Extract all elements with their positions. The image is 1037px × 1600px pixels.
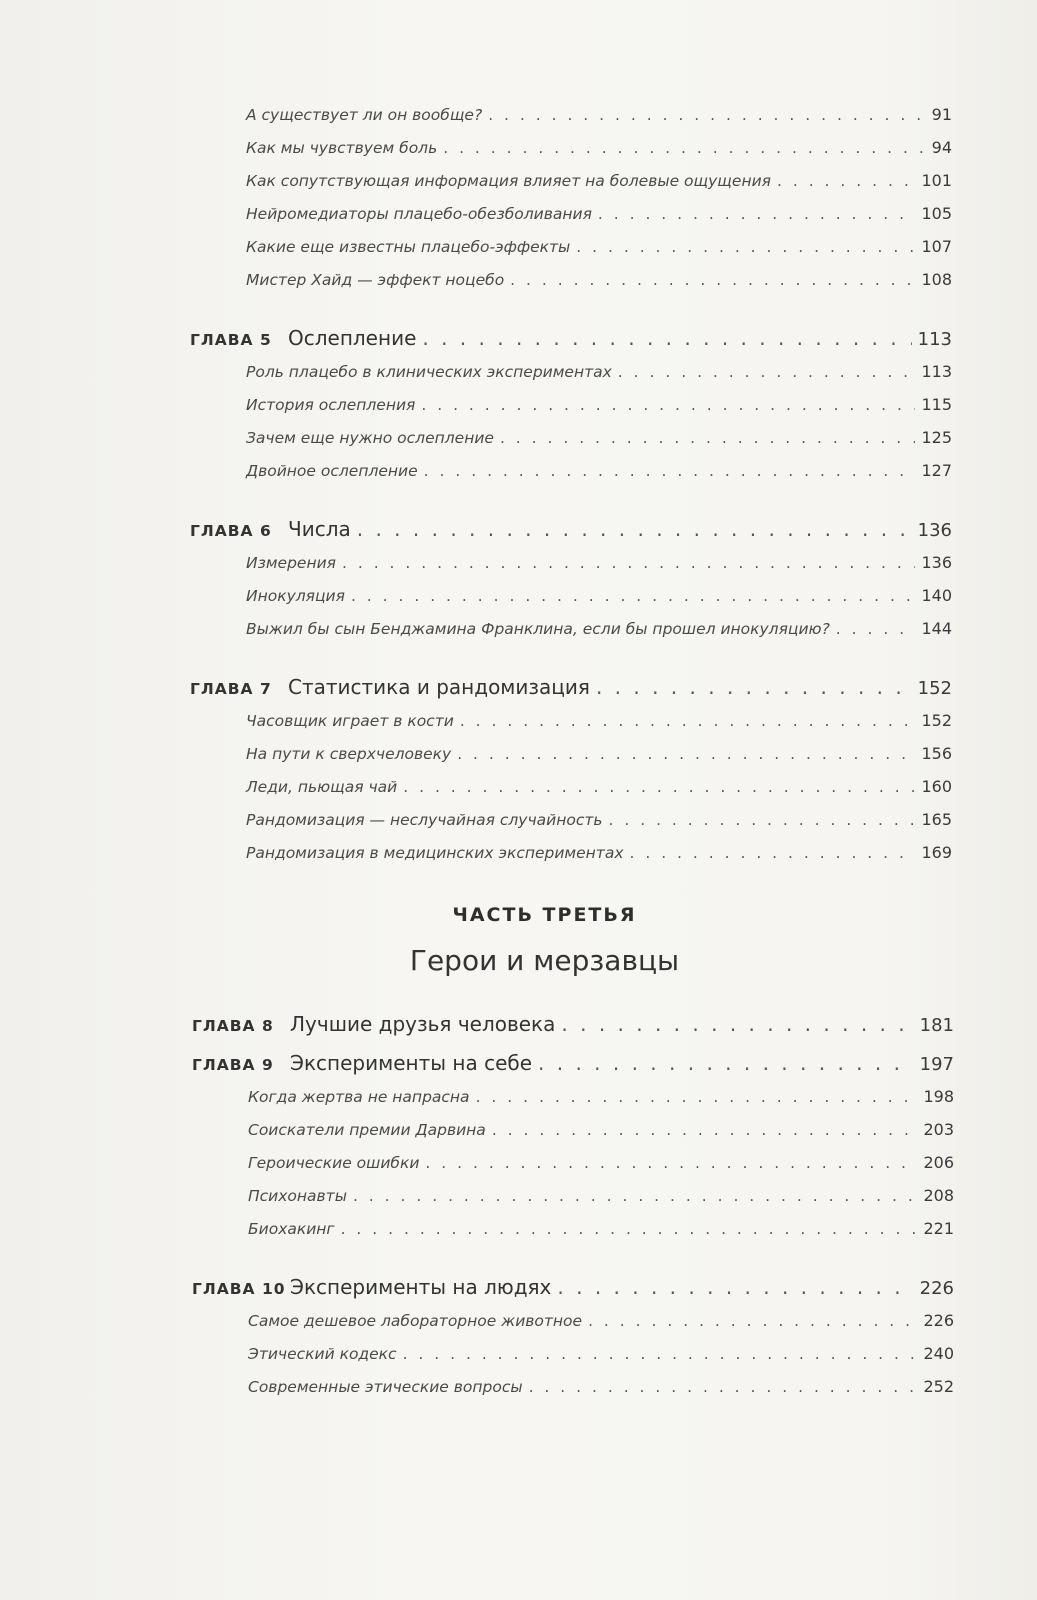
- part-label: ЧАСТЬ ТРЕТЬЯ: [452, 904, 637, 926]
- dot-leader: [510, 264, 915, 297]
- page-number: 108: [921, 270, 952, 289]
- dot-leader: [403, 1338, 918, 1371]
- page-number: 127: [921, 461, 952, 480]
- dot-leader: [341, 1213, 918, 1246]
- toc-entry-row: [192, 1337, 954, 1370]
- toc-entry-row: [192, 1304, 954, 1337]
- chapter-title: Эксперименты на себе: [290, 1051, 533, 1075]
- page-number: 252: [923, 1377, 954, 1396]
- chapter-title: Числа: [288, 517, 351, 541]
- dot-leader: [492, 1114, 918, 1147]
- page-number: 136: [917, 520, 952, 541]
- entry-title: Как сопутствующая информация влияет на болевые ощущения: [246, 172, 771, 190]
- dot-leader: [609, 804, 916, 837]
- toc-entry-row: [190, 803, 952, 836]
- page-number: 226: [919, 1278, 954, 1299]
- entry-title: Роль плацебо в клинических экспериментах: [246, 363, 612, 381]
- toc-block: [192, 1271, 954, 1403]
- page-number: 203: [923, 1120, 954, 1139]
- page-number: 136: [921, 553, 952, 572]
- page-number: 221: [923, 1219, 954, 1238]
- page-number: 140: [921, 586, 952, 605]
- entry-title: Биохакинг: [248, 1220, 335, 1238]
- dot-leader: [351, 580, 916, 613]
- dot-leader: [421, 389, 915, 422]
- toc-entry-row: [190, 704, 952, 737]
- toc-entry-row: [190, 421, 952, 454]
- chapter-title: Ослепление: [288, 326, 417, 350]
- toc-lower: [192, 1008, 954, 1429]
- page-number: 208: [923, 1186, 954, 1205]
- toc-chapter-row: [190, 671, 952, 704]
- toc-entry-row: [192, 1113, 954, 1146]
- entry-title: Мистер Хайд — эффект ноцебо: [246, 271, 505, 289]
- dot-leader: [424, 455, 916, 488]
- dot-leader: [836, 613, 916, 646]
- chapter-label: ГЛАВА 6: [190, 522, 272, 540]
- chapter-label: ГЛАВА 8: [192, 1017, 274, 1035]
- page-number: 181: [919, 1015, 954, 1036]
- toc-entry-row: [190, 579, 952, 612]
- toc-block: [192, 1047, 954, 1245]
- toc-block: [192, 1008, 954, 1041]
- page-number: 113: [917, 329, 952, 350]
- toc-entry-row: [190, 164, 952, 197]
- toc-entry-row: [192, 1179, 954, 1212]
- toc-entry-row: [192, 1080, 954, 1113]
- page-number: 144: [921, 619, 952, 638]
- chapter-title: Лучшие друзья человека: [290, 1012, 556, 1036]
- chapter-title: Эксперименты на людях: [290, 1275, 552, 1299]
- dot-leader: [460, 705, 916, 738]
- dot-leader: [618, 356, 916, 389]
- toc-entry-row: [190, 612, 952, 645]
- page-number: 169: [921, 843, 952, 862]
- entry-title: Как мы чувствуем боль: [246, 139, 438, 157]
- toc-chapter-row: [190, 322, 952, 355]
- dot-leader: [596, 671, 912, 704]
- entry-title: А существует ли он вообще?: [246, 106, 483, 124]
- dot-leader: [353, 1180, 918, 1213]
- entry-title: Когда жертва не напрасна: [248, 1088, 470, 1106]
- toc-entry-row: [190, 98, 952, 131]
- toc-entry-row: [190, 355, 952, 388]
- entry-title: Какие еще известны плацебо-эффекты: [246, 238, 571, 256]
- entry-title: Выжил бы сын Бенджамина Франклина, если бы прошел инокуляцию?: [246, 620, 830, 638]
- entry-title: Психонавты: [248, 1187, 347, 1205]
- entry-title: На пути к сверхчеловеку: [246, 745, 452, 763]
- dot-leader: [538, 1047, 914, 1080]
- chapter-label: ГЛАВА 9: [192, 1056, 274, 1074]
- page-number: 94: [931, 138, 952, 157]
- entry-title: Нейромедиаторы плацебо-обезболивания: [246, 205, 592, 223]
- dot-leader: [488, 99, 925, 132]
- toc-entry-row: [190, 770, 952, 803]
- chapter-label: ГЛАВА 5: [190, 331, 272, 349]
- page-number: 152: [917, 678, 952, 699]
- toc-chapter-row: [190, 513, 952, 546]
- page-number: 91: [931, 105, 952, 124]
- page-number: 198: [923, 1087, 954, 1106]
- page-number: 206: [923, 1153, 954, 1172]
- dot-leader: [588, 1305, 917, 1338]
- toc-block: [190, 322, 952, 487]
- entry-title: Современные этические вопросы: [248, 1378, 523, 1396]
- entry-title: Леди, пьющая чай: [246, 778, 398, 796]
- dot-leader: [342, 547, 915, 580]
- entry-title: Соискатели премии Дарвина: [248, 1121, 486, 1139]
- toc-entry-row: [190, 131, 952, 164]
- page-number: 115: [921, 395, 952, 414]
- page-number: 165: [921, 810, 952, 829]
- dot-leader: [561, 1008, 913, 1041]
- entry-title: Героические ошибки: [248, 1154, 420, 1172]
- dot-leader: [422, 322, 911, 355]
- entry-title: Рандомизация — неслучайная случайность: [246, 811, 603, 829]
- entry-title: Зачем еще нужно ослепление: [246, 429, 494, 447]
- entry-title: Самое дешевое лабораторное животное: [248, 1312, 583, 1330]
- entry-title: История ослепления: [246, 396, 416, 414]
- toc-chapter-row: [192, 1271, 954, 1304]
- chapter-label: ГЛАВА 7: [190, 680, 272, 698]
- dot-leader: [630, 837, 916, 870]
- dot-leader: [529, 1371, 918, 1404]
- dot-leader: [457, 738, 915, 771]
- entry-title: Часовщик играет в кости: [246, 712, 454, 730]
- dot-leader: [777, 165, 915, 198]
- toc-entry-row: [190, 546, 952, 579]
- toc-block: [190, 513, 952, 645]
- dot-leader: [576, 231, 915, 264]
- toc-chapter-row: [192, 1047, 954, 1080]
- toc-entry-row: [190, 454, 952, 487]
- dot-leader: [443, 132, 925, 165]
- dot-leader: [500, 422, 916, 455]
- dot-leader: [425, 1147, 917, 1180]
- entry-title: Измерения: [246, 554, 336, 572]
- entry-title: Рандомизация в медицинских экспериментах: [246, 844, 624, 862]
- page-number: 125: [921, 428, 952, 447]
- dot-leader: [357, 513, 912, 546]
- toc-entry-row: [190, 230, 952, 263]
- chapter-title: Статистика и рандомизация: [288, 675, 590, 699]
- entry-title: Двойное ослепление: [246, 462, 418, 480]
- dot-leader: [403, 771, 915, 804]
- chapter-label: ГЛАВА 10: [192, 1280, 286, 1298]
- toc-entry-row: [190, 388, 952, 421]
- page-number: 160: [921, 777, 952, 796]
- page-number: 105: [921, 204, 952, 223]
- part-heading: [0, 900, 1037, 986]
- part-title: Герои и мерзавцы: [409, 944, 680, 977]
- page-number: 226: [923, 1311, 954, 1330]
- page-number: 101: [921, 171, 952, 190]
- toc-upper: [190, 98, 952, 895]
- toc-entry-row: [190, 737, 952, 770]
- toc-entry-row: [192, 1146, 954, 1179]
- toc-entry-row: [192, 1370, 954, 1403]
- toc-block: [190, 671, 952, 869]
- entry-title: Этический кодекс: [248, 1345, 397, 1363]
- toc-entry-row: [190, 197, 952, 230]
- page-number: 156: [921, 744, 952, 763]
- dot-leader: [476, 1081, 918, 1114]
- page-number: 113: [921, 362, 952, 381]
- dot-leader: [557, 1271, 913, 1304]
- page-number: 197: [919, 1054, 954, 1075]
- toc-block: [190, 98, 952, 296]
- dot-leader: [598, 198, 916, 231]
- toc-entry-row: [190, 836, 952, 869]
- page-number: 152: [921, 711, 952, 730]
- page-number: 240: [923, 1344, 954, 1363]
- toc-entry-row: [190, 263, 952, 296]
- entry-title: Инокуляция: [246, 587, 345, 605]
- page-number: 107: [921, 237, 952, 256]
- toc-chapter-row: [192, 1008, 954, 1041]
- toc-entry-row: [192, 1212, 954, 1245]
